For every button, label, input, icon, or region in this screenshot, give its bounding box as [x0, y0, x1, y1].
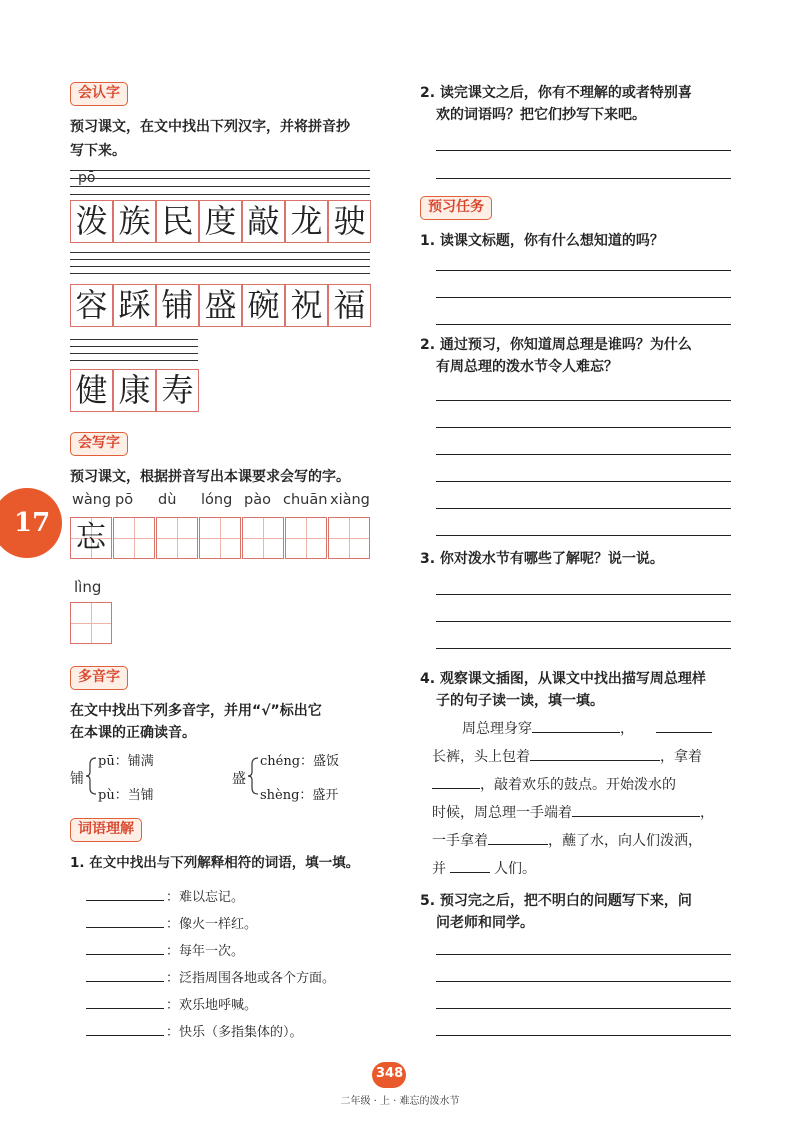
- write-cell[interactable]: [328, 517, 370, 559]
- recognize-char: 福: [328, 284, 371, 327]
- write-pinyin: dù: [158, 492, 177, 508]
- section-label-polyphone: 多音字: [70, 666, 128, 690]
- recognize-char: 寿: [156, 369, 199, 412]
- recognize-char: 族: [113, 200, 156, 243]
- answer-line[interactable]: [436, 1035, 731, 1036]
- section-label-recognize: 会认字: [70, 82, 128, 106]
- fill-line-3: ，敲着欢乐的鼓点。开始泼水的: [432, 774, 676, 794]
- task-1: 1. 读课文标题，你有什么想知道的吗？: [420, 233, 664, 249]
- write-cell[interactable]: [285, 517, 327, 559]
- fill-blank[interactable]: [530, 746, 660, 761]
- vocab-blank[interactable]: [86, 900, 164, 901]
- fill-blank[interactable]: [488, 830, 548, 845]
- answer-line[interactable]: [436, 535, 731, 536]
- write-cell[interactable]: [242, 517, 284, 559]
- fill-blank[interactable]: [572, 802, 700, 817]
- answer-line[interactable]: [436, 1008, 731, 1009]
- section-label-vocab: 词语理解: [70, 818, 142, 842]
- fill-blank[interactable]: [532, 718, 620, 733]
- write-pinyin: lóng: [201, 492, 233, 508]
- fill-line-4: 时候，周总理一手端着 ，: [432, 802, 714, 822]
- answer-line[interactable]: [436, 594, 731, 595]
- fill-line-1: 周总理身穿 ，: [462, 718, 712, 738]
- vocab-definition: ：泛指周围各地或各个方面。: [166, 971, 336, 986]
- answer-line[interactable]: [436, 270, 731, 271]
- vocab-definition: ：难以忘记。: [166, 890, 245, 905]
- vocab-blank[interactable]: [86, 981, 164, 982]
- vocab-blank[interactable]: [86, 954, 164, 955]
- answer-line[interactable]: [436, 427, 731, 428]
- polyphone-char-1: 铺: [70, 771, 84, 787]
- task-2-line-1: 2. 通过预习，你知道周总理是谁吗？为什么: [420, 337, 692, 353]
- vocab-blank[interactable]: [86, 1008, 164, 1009]
- answer-line[interactable]: [436, 297, 731, 298]
- footer-text: 二年级 · 上 · 难忘的泼水节: [340, 1096, 460, 1107]
- write-pinyin: chuān: [283, 492, 328, 508]
- fill-blank[interactable]: [432, 774, 480, 789]
- extra-pinyin: lìng: [74, 578, 102, 596]
- answer-line[interactable]: [436, 954, 731, 955]
- fill-blank[interactable]: [450, 858, 490, 873]
- recognize-char: 踩: [113, 284, 156, 327]
- recognize-char: 龙: [285, 200, 328, 243]
- brace-1: [84, 756, 98, 796]
- recognize-char: 碗: [242, 284, 285, 327]
- extra-write-cell[interactable]: [70, 602, 112, 644]
- recognize-char: 度: [199, 200, 242, 243]
- recognize-instruction-2: 写下来。: [70, 143, 126, 159]
- vocab-blank[interactable]: [86, 927, 164, 928]
- fill-line-2: 长裤，头上包着 ，拿着: [432, 746, 702, 766]
- answer-line[interactable]: [436, 178, 731, 179]
- recognize-char: 驶: [328, 200, 371, 243]
- fill-blank[interactable]: [656, 718, 712, 733]
- answer-line[interactable]: [436, 454, 731, 455]
- answer-line[interactable]: [436, 324, 731, 325]
- answer-line[interactable]: [436, 508, 731, 509]
- vocab-definition: ：欢乐地呼喊。: [166, 998, 258, 1013]
- answer-line[interactable]: [436, 400, 731, 401]
- recognize-char: 健: [70, 369, 113, 412]
- recognize-char: 盛: [199, 284, 242, 327]
- brace-2: [246, 756, 260, 796]
- task-3: 3. 你对泼水节有哪些了解呢？说一说。: [420, 551, 664, 567]
- write-cell[interactable]: 忘: [70, 517, 112, 559]
- recognize-char: 容: [70, 284, 113, 327]
- section-label-write: 会写字: [70, 432, 128, 456]
- vocab-question-1: 1. 在文中找出与下列解释相符的词语，填一填。: [70, 855, 360, 871]
- page-number: 348: [376, 1066, 404, 1081]
- write-pinyin: pào: [244, 492, 271, 508]
- write-cell[interactable]: [113, 517, 155, 559]
- write-cell[interactable]: [156, 517, 198, 559]
- recognize-char: 康: [113, 369, 156, 412]
- write-instruction: 预习课文，根据拼音写出本课要求会写的字。: [70, 469, 350, 485]
- right-q2-line-1: 2. 读完课文之后，你有不理解的或者特别喜: [420, 85, 692, 101]
- answer-line[interactable]: [436, 481, 731, 482]
- section-label-task: 预习任务: [420, 196, 492, 220]
- task-4-line-2: 子的句子读一读，填一填。: [436, 693, 604, 709]
- answer-line[interactable]: [436, 621, 731, 622]
- answer-line[interactable]: [436, 981, 731, 982]
- task-4-line-1: 4. 观察课文插图，从课文中找出描写周总理样: [420, 671, 706, 687]
- recognize-char: 祝: [285, 284, 328, 327]
- vocab-definition: ：每年一次。: [166, 944, 245, 959]
- polyphone-instruction-2: 在本课的正确读音。: [70, 725, 196, 741]
- polyphone-2-option-b[interactable]: shèng：盛开: [260, 788, 339, 803]
- lesson-number: 17: [14, 508, 51, 538]
- task-2-line-2: 有周总理的泼水节令人难忘？: [436, 359, 618, 375]
- vocab-blank[interactable]: [86, 1035, 164, 1036]
- polyphone-1-option-b[interactable]: pù：当铺: [98, 788, 154, 803]
- vocab-definition: ：快乐（多指集体的）。: [166, 1025, 303, 1040]
- fill-line-6: 并 人们。: [432, 858, 536, 878]
- task-5-line-1: 5. 预习完之后，把不明白的问题写下来，问: [420, 893, 692, 909]
- answer-line[interactable]: [436, 150, 731, 151]
- polyphone-instruction-1: 在文中找出下列多音字，并用“√”标出它: [70, 703, 322, 719]
- write-pinyin: xiàng: [330, 492, 370, 508]
- write-cell[interactable]: [199, 517, 241, 559]
- answer-line[interactable]: [436, 648, 731, 649]
- write-pinyin: pō: [115, 492, 134, 508]
- example-pinyin: pō: [78, 170, 96, 186]
- vocab-definition: ：像火一样红。: [166, 917, 258, 932]
- polyphone-1-option-a[interactable]: pū：铺满: [98, 754, 154, 769]
- recognize-char: 泼: [70, 200, 113, 243]
- fill-line-5: 一手拿着 ，蘸了水，向人们泼洒，: [432, 830, 702, 850]
- polyphone-2-option-a[interactable]: chéng：盛饭: [260, 754, 340, 769]
- task-5-line-2: 问老师和同学。: [436, 915, 534, 931]
- polyphone-char-2: 盛: [232, 771, 246, 787]
- recognize-char: 敲: [242, 200, 285, 243]
- recognize-instruction-1: 预习课文，在文中找出下列汉字，并将拼音抄: [70, 119, 350, 135]
- recognize-char: 铺: [156, 284, 199, 327]
- recognize-char: 民: [156, 200, 199, 243]
- write-pinyin: wàng: [72, 492, 112, 508]
- right-q2-line-2: 欢的词语吗？把它们抄写下来吧。: [436, 107, 646, 123]
